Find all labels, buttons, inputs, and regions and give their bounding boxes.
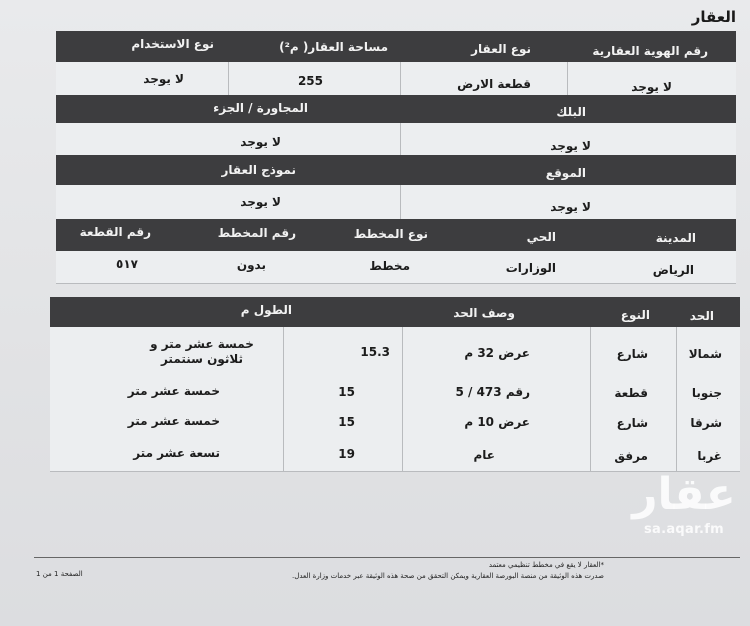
header-property-model: نموذج العقار (221, 163, 296, 177)
header-plan-number: رقم المخطط (217, 226, 296, 240)
header-neighborhood-part: المجاورة / الجزء (213, 101, 308, 115)
section-title: العقار (691, 8, 736, 26)
block-values-row (56, 123, 736, 156)
cell-description: عرض 10 م (464, 415, 530, 429)
cell-side: شمالا (688, 347, 722, 361)
cell-length-number: 19 (338, 447, 355, 461)
aqar-url: sa.aqar.fm (644, 522, 724, 537)
header-plan-type: نوع المخطط (353, 227, 428, 241)
cell-type: قطعة (614, 386, 648, 400)
header-parcel-number: رقم القطعة (79, 225, 151, 239)
table-row (50, 437, 740, 472)
plan-values-row (56, 251, 736, 284)
cell-description: عرض 32 م (464, 346, 530, 360)
cell-side: غربا (697, 449, 722, 463)
cell-length-words: خمسة عشر متر و ثلاثون سنتمتر (150, 337, 254, 366)
divider (402, 327, 403, 471)
value-parcel-number: ٥١٧ (116, 257, 138, 271)
cell-type: شارع (616, 416, 648, 430)
location-values-row (56, 185, 736, 220)
divider (567, 62, 568, 95)
aqar-logo (624, 468, 744, 537)
header-property-area: مساحة العقار( م²) (279, 40, 388, 54)
value-property-id: لا يوجد (631, 80, 672, 94)
value-district: الوزارات (505, 261, 556, 275)
divider (400, 62, 401, 95)
cell-length-words: تسعة عشر متر (133, 446, 220, 460)
value-block: لا يوجد (550, 139, 591, 153)
footer-note-plan: *العقار لا يقع في مخطط تنظيمي معتمد (488, 561, 604, 569)
property-values-row (56, 62, 736, 96)
value-location: لا يوجد (550, 200, 591, 214)
footer-note-verification: صدرت هذه الوثيقة من منصة البورصة العقارية ويمكن التحقق من صحة هذه الوثيقة عبر خدمات وزارة العدل. (292, 572, 604, 580)
location-header-bar (56, 155, 736, 185)
divider (400, 123, 401, 155)
cell-side: جنوبا (691, 386, 722, 400)
property-header-bar (56, 31, 736, 62)
header-property-type: نوع العقار (471, 42, 531, 56)
header-description: وصف الحد (453, 306, 515, 320)
cell-length-words: خمسة عشر متر (127, 384, 220, 398)
value-usage-type: لا يوجد (143, 72, 184, 86)
cell-length-words: خمسة عشر متر (127, 414, 220, 428)
table-row (50, 377, 740, 408)
divider (400, 185, 401, 219)
header-location: الموقع (545, 166, 586, 180)
header-city: المدينة (655, 231, 696, 245)
header-side: الحد (689, 309, 714, 323)
cell-description: رقم 473 / 5 (455, 385, 530, 399)
cell-type: مرفق (614, 449, 648, 463)
value-property-area: 255 (297, 74, 323, 88)
block-header-bar (56, 95, 736, 123)
header-block: البلك (556, 105, 586, 119)
divider (283, 327, 284, 471)
footer-divider (34, 557, 740, 558)
value-plan-number: بدون (236, 258, 266, 272)
divider (590, 327, 591, 471)
header-property-id: رقم الهوية العقارية (592, 44, 708, 58)
cell-type: شارع (616, 347, 648, 361)
divider (676, 327, 677, 471)
cell-length-number: 15.3 (360, 345, 390, 359)
cell-side: شرقا (690, 416, 722, 430)
value-neighborhood-part: لا يوجد (240, 135, 281, 149)
plan-header-bar (56, 219, 736, 251)
value-property-type: قطعة الارض (457, 77, 531, 91)
divider (228, 62, 229, 95)
header-type: النوع (620, 308, 650, 322)
value-plan-type: مخطط (369, 259, 410, 273)
borders-header-bar (50, 297, 740, 327)
aqar-logo-text: عقار (632, 469, 736, 520)
header-usage-type: نوع الاستخدام (131, 37, 214, 51)
header-district: الحي (526, 230, 556, 244)
cell-length-number: 15 (338, 415, 355, 429)
cell-description: عام (473, 448, 495, 462)
table-row (50, 407, 740, 438)
header-length: الطول م (240, 303, 292, 317)
value-property-model: لا يوجد (240, 195, 281, 209)
page-number: الصفحة 1 من 1 (36, 570, 83, 578)
value-city: الرياض (652, 263, 694, 277)
table-row (50, 327, 740, 378)
cell-length-number: 15 (338, 385, 355, 399)
